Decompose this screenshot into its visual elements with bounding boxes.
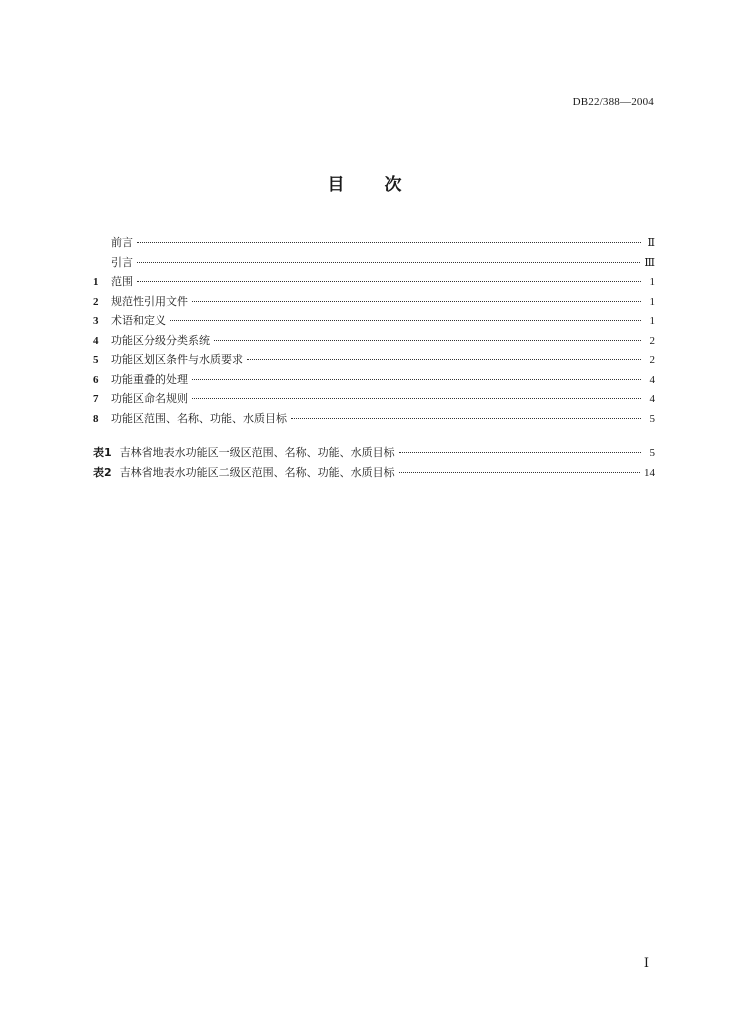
toc-leader bbox=[247, 359, 641, 360]
toc-entry[interactable] bbox=[93, 311, 655, 331]
toc-entry-page: 1 bbox=[649, 276, 655, 288]
toc-leader bbox=[192, 379, 641, 380]
toc-entry[interactable] bbox=[93, 253, 655, 273]
toc-leader bbox=[137, 281, 641, 282]
toc-main-list bbox=[93, 233, 655, 428]
toc-table-entry[interactable] bbox=[93, 463, 655, 483]
toc-leader bbox=[137, 262, 640, 263]
toc-entry-title: 前言 bbox=[111, 236, 133, 249]
toc-entry-number: 2 bbox=[93, 295, 99, 308]
toc-leader bbox=[399, 452, 641, 453]
toc-table-title: 吉林省地表水功能区一级区范围、名称、功能、水质目标 bbox=[119, 446, 395, 459]
toc-entry[interactable] bbox=[93, 292, 655, 312]
toc-table-page: 5 bbox=[649, 447, 655, 459]
toc-table-entry[interactable] bbox=[93, 443, 655, 463]
document-code: DB22/388—2004 bbox=[572, 96, 654, 108]
toc-entry[interactable] bbox=[93, 272, 655, 292]
toc-entry[interactable] bbox=[93, 409, 655, 429]
toc-entry[interactable] bbox=[93, 233, 655, 253]
toc-leader bbox=[214, 340, 641, 341]
toc-entry-title: 范围 bbox=[111, 275, 133, 288]
toc-entry-number: 4 bbox=[93, 334, 99, 347]
toc-table-page: 14 bbox=[644, 466, 655, 479]
page-title: 目次 bbox=[327, 175, 442, 195]
toc-table-number: 表2 bbox=[93, 465, 112, 479]
toc-entry-page: 1 bbox=[649, 295, 655, 308]
toc-leader bbox=[399, 472, 640, 473]
toc-entry-title: 功能区命名规则 bbox=[111, 392, 188, 405]
toc-leader bbox=[192, 398, 641, 399]
toc-entry-title: 引言 bbox=[111, 255, 133, 269]
toc-entry-page: Ⅲ bbox=[644, 256, 655, 269]
toc-entry-title: 功能重叠的处理 bbox=[111, 372, 188, 386]
toc-entry-number: 8 bbox=[93, 412, 99, 425]
toc-entry-title: 功能区分级分类系统 bbox=[111, 333, 210, 347]
toc-entry-number: 7 bbox=[93, 393, 99, 405]
toc-leader bbox=[170, 320, 641, 321]
toc-entry-number: 3 bbox=[93, 315, 99, 327]
toc-entry-page: 4 bbox=[649, 393, 655, 405]
toc-table-number: 表1 bbox=[93, 446, 112, 459]
toc-entry-page: 2 bbox=[649, 354, 655, 366]
toc-entry-number: 5 bbox=[93, 354, 99, 366]
toc-entry-number: 1 bbox=[93, 276, 99, 288]
toc-entry[interactable] bbox=[93, 350, 655, 370]
toc-table-title: 吉林省地表水功能区二级区范围、名称、功能、水质目标 bbox=[119, 465, 395, 479]
toc-leader bbox=[137, 242, 641, 243]
toc-entry-title: 功能区范围、名称、功能、水质目标 bbox=[111, 411, 287, 425]
toc-entry-number: 6 bbox=[93, 373, 99, 386]
toc-entry[interactable] bbox=[93, 370, 655, 390]
toc-entry-page: 1 bbox=[649, 315, 655, 327]
toc-entry-title: 规范性引用文件 bbox=[111, 294, 188, 308]
toc-entry[interactable] bbox=[93, 389, 655, 409]
toc-entry-title: 功能区划区条件与水质要求 bbox=[111, 353, 243, 366]
toc-entry[interactable] bbox=[93, 331, 655, 351]
toc-entry-page: Ⅱ bbox=[647, 237, 655, 249]
toc-leader bbox=[192, 301, 641, 302]
toc-entry-page: 2 bbox=[649, 334, 655, 347]
toc-leader bbox=[291, 418, 641, 419]
toc-entry-page: 4 bbox=[649, 373, 655, 386]
toc-entry-page: 5 bbox=[649, 412, 655, 425]
toc-tables-list bbox=[93, 443, 655, 482]
page-number: Ⅰ bbox=[643, 955, 649, 970]
toc-entry-title: 术语和定义 bbox=[111, 314, 166, 327]
